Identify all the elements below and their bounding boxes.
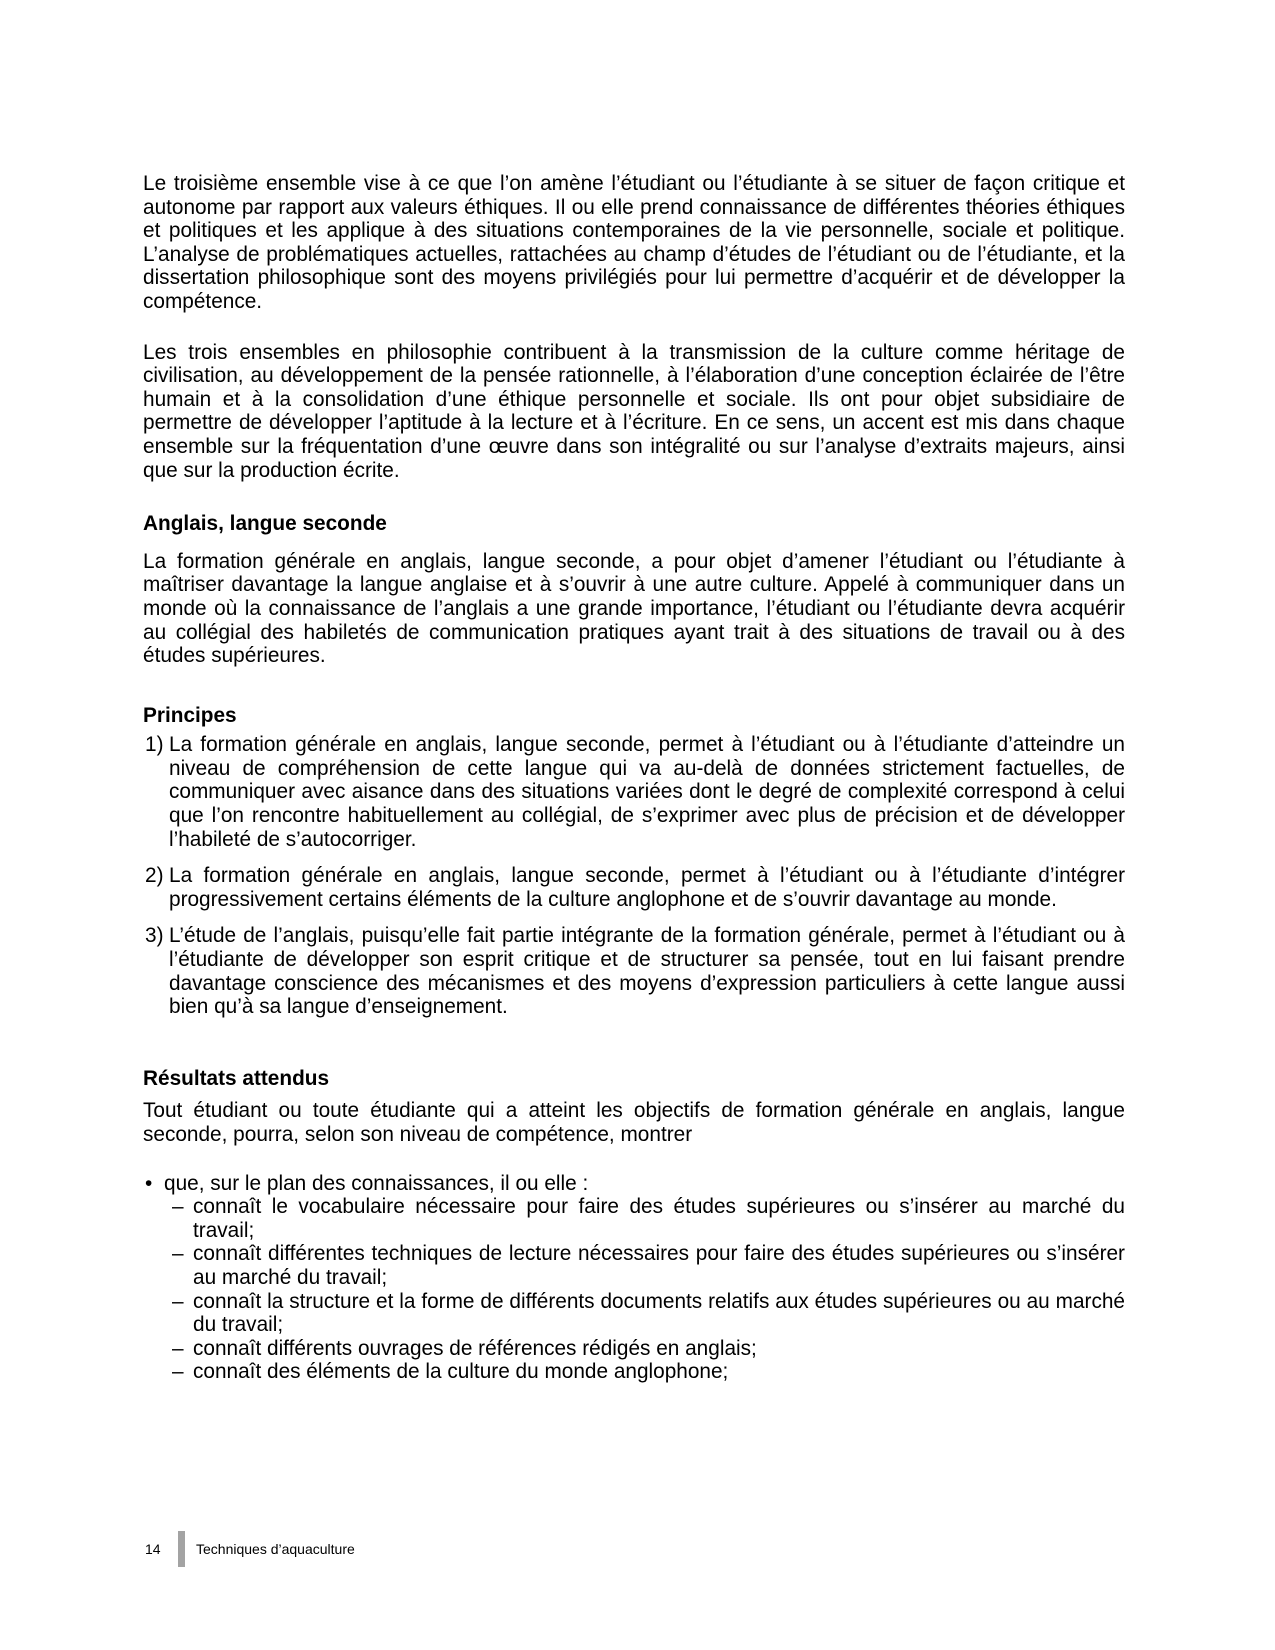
numbered-item-2 xyxy=(143,864,1125,911)
section-heading-resultats: Résultats attendus xyxy=(143,1066,330,1090)
dash-item-2 xyxy=(172,1242,1125,1289)
dash-item-5 xyxy=(172,1360,1125,1384)
item-number: 1) xyxy=(145,733,164,757)
dash-text: connaît le vocabulaire nécessaire pour faire des études supérieures ou s’insérer au marché du travail; xyxy=(193,1195,1125,1242)
section-heading-anglais: Anglais, langue seconde xyxy=(143,512,387,536)
page-content xyxy=(143,172,1125,1384)
footer-document-title: Techniques d’aquaculture xyxy=(196,1541,355,1557)
item-text: La formation générale en anglais, langue seconde, permet à l’étudiant ou à l’étudiante d’intégrer progressivement certains éléments de la culture anglophone et de s’ouvrir davantage au monde. xyxy=(169,864,1125,911)
numbered-item-3 xyxy=(143,924,1125,1018)
dash-text: connaît des éléments de la culture du monde anglophone; xyxy=(193,1360,729,1384)
bullet-text: que, sur le plan des connaissances, il ou elle : xyxy=(164,1171,589,1195)
item-number: 3) xyxy=(145,924,164,948)
dash-item-4 xyxy=(172,1337,1125,1361)
dash-text: connaît la structure et la forme de différents documents relatifs aux études supérieures ou au marché du travail; xyxy=(193,1289,1125,1337)
page-number: 14 xyxy=(145,1541,161,1557)
dash-glyph: – xyxy=(172,1360,184,1384)
bullet-item xyxy=(143,1172,1125,1196)
footer-divider-bar xyxy=(178,1531,185,1567)
bullet-glyph: • xyxy=(145,1171,153,1195)
item-number: 2) xyxy=(145,864,164,888)
dash-glyph: – xyxy=(172,1336,184,1360)
dash-item-3 xyxy=(172,1290,1125,1337)
resultats-intro-paragraph: Tout étudiant ou toute étudiante qui a atteint les objectifs de formation générale en anglais, langue seconde, pourra, selon son niveau de compétence, montrer xyxy=(143,1099,1125,1146)
intro-paragraph-2: Les trois ensembles en philosophie contribuent à la transmission de la culture comme héritage de civilisation, au développement de la pensée rationnelle, à l’élaboration d’une conception éclairée de l’être humain et à la consolidation d’une éthique personnelle et sociale. Ils ont pour objet subsidiaire de permettre de développer l’aptitude à la lecture et à l’écriture. En ce sens, un accent est mis dans chaque ensemble sur la fréquentation d’une œuvre dans son intégralité ou sur l’analyse d’extraits majeurs, ainsi que sur la production écrite. xyxy=(143,340,1125,482)
dash-glyph: – xyxy=(172,1242,184,1266)
dash-glyph: – xyxy=(172,1289,184,1313)
anglais-paragraph: La formation générale en anglais, langue seconde, a pour objet d’amener l’étudiant ou l’étudiante à maîtriser davantage la langue anglaise et à s’ouvrir à une autre culture. Appelé à communiquer dans un monde où la connaissance de l’anglais a une grande importance, l’étudiant ou l’étudiante devra acquérir au collégial des habiletés de communication pratiques ayant trait à des situations de travail ou à des études supérieures. xyxy=(143,549,1125,668)
knowledge-list xyxy=(143,1172,1125,1384)
intro-paragraph-1: Le troisième ensemble vise à ce que l’on amène l’étudiant ou l’étudiante à se situer de façon critique et autonome par rapport aux valeurs éthiques. Il ou elle prend connaissance de différentes théories éthiques et politiques et les applique à des situations contemporaines de la vie personnelle, sociale et politique. L’analyse de problématiques actuelles, rattachées au champ d’études de l’étudiant ou de l’étudiante, et la dissertation philosophique sont des moyens privilégiés pour lui permettre d’acquérir et de développer la compétence. xyxy=(143,172,1125,313)
page-footer xyxy=(143,1531,355,1567)
numbered-item-1 xyxy=(143,733,1125,851)
section-heading-principes: Principes xyxy=(143,703,237,727)
dash-text: connaît différentes techniques de lecture nécessaires pour faire des études supérieures ou s’insérer au marché du travail; xyxy=(193,1242,1125,1289)
item-text: La formation générale en anglais, langue seconde, permet à l’étudiant ou à l’étudiante d’atteindre un niveau de compréhension de cette langue qui va au-delà de données strictement factuelles, de communiquer avec aisance dans des situations variées dont le degré de complexité correspond à celui que l’on rencontre habituellement au collégial, de s’exprimer avec plus de précision et de développer l’habileté de s’autocorriger. xyxy=(169,733,1125,851)
dash-item-1 xyxy=(172,1195,1125,1242)
dash-glyph: – xyxy=(172,1195,184,1219)
item-text: L’étude de l’anglais, puisqu’elle fait partie intégrante de la formation générale, permet à l’étudiant ou à l’étudiante de développer son esprit critique et de structurer sa pensée, tout en lui faisant prendre davantage conscience des mécanismes et des moyens d’expression particuliers à cette langue aussi bien qu’à sa langue d’enseignement. xyxy=(169,924,1125,1019)
dash-text: connaît différents ouvrages de références rédigés en anglais; xyxy=(193,1336,757,1360)
